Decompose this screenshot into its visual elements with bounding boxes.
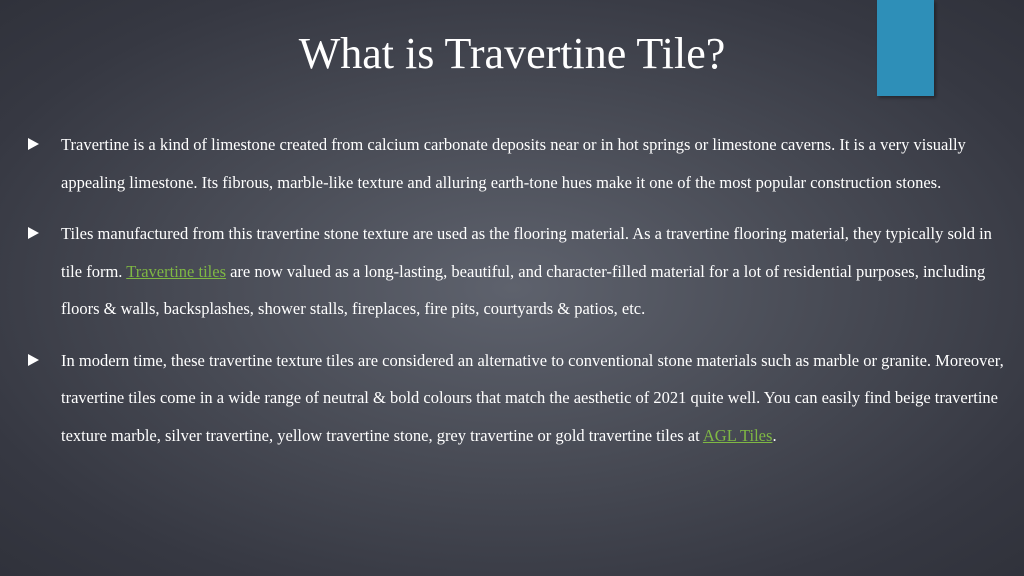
- bullet-text-after: .: [772, 425, 777, 445]
- triangle-bullet-icon: [28, 354, 39, 366]
- bullet-item-3: [28, 342, 1008, 455]
- triangle-bullet-icon: [28, 227, 39, 239]
- bullet-text-before: Tiles manufactured from this travertine stone texture are used as the flooring material. As a travertine flooring material, they typically sold in tile form.: [61, 224, 992, 281]
- bullet-item-1: [28, 126, 1008, 201]
- bullet-text: Travertine is a kind of limestone created from calcium carbonate deposits near or in hot springs or limestone caverns. It is a very visually appealing limestone. Its fibrous, marble-like texture and alluring earth-tone hues make it one of the most popular construction stones.: [61, 135, 966, 192]
- agl-tiles-link[interactable]: AGL Tiles: [702, 425, 773, 445]
- bullet-list: [28, 126, 1008, 454]
- triangle-bullet-icon: [28, 138, 39, 150]
- bullet-text-before: In modern time, these travertine texture tiles are considered an alternative to conventional stone materials such as marble or granite. Moreover, travertine tiles come in a wide range of neutral & bold colours that match the aesthetic of 2021 quite well. You can easily find beige travertine texture marble, silver travertine, yellow travertine stone, grey travertine or gold travertine tiles at: [61, 350, 1004, 445]
- travertine-tiles-link[interactable]: Travertine tiles: [126, 261, 226, 281]
- slide-title: What is Travertine Tile?: [298, 29, 726, 78]
- bullet-item-2: [28, 215, 1008, 328]
- bullet-text-after: are now valued as a long-lasting, beautiful, and character-filled material for a lot of residential purposes, including floors & walls, backsplashes, shower stalls, fireplaces, fire pits, courtyards & patios, etc.: [61, 261, 986, 318]
